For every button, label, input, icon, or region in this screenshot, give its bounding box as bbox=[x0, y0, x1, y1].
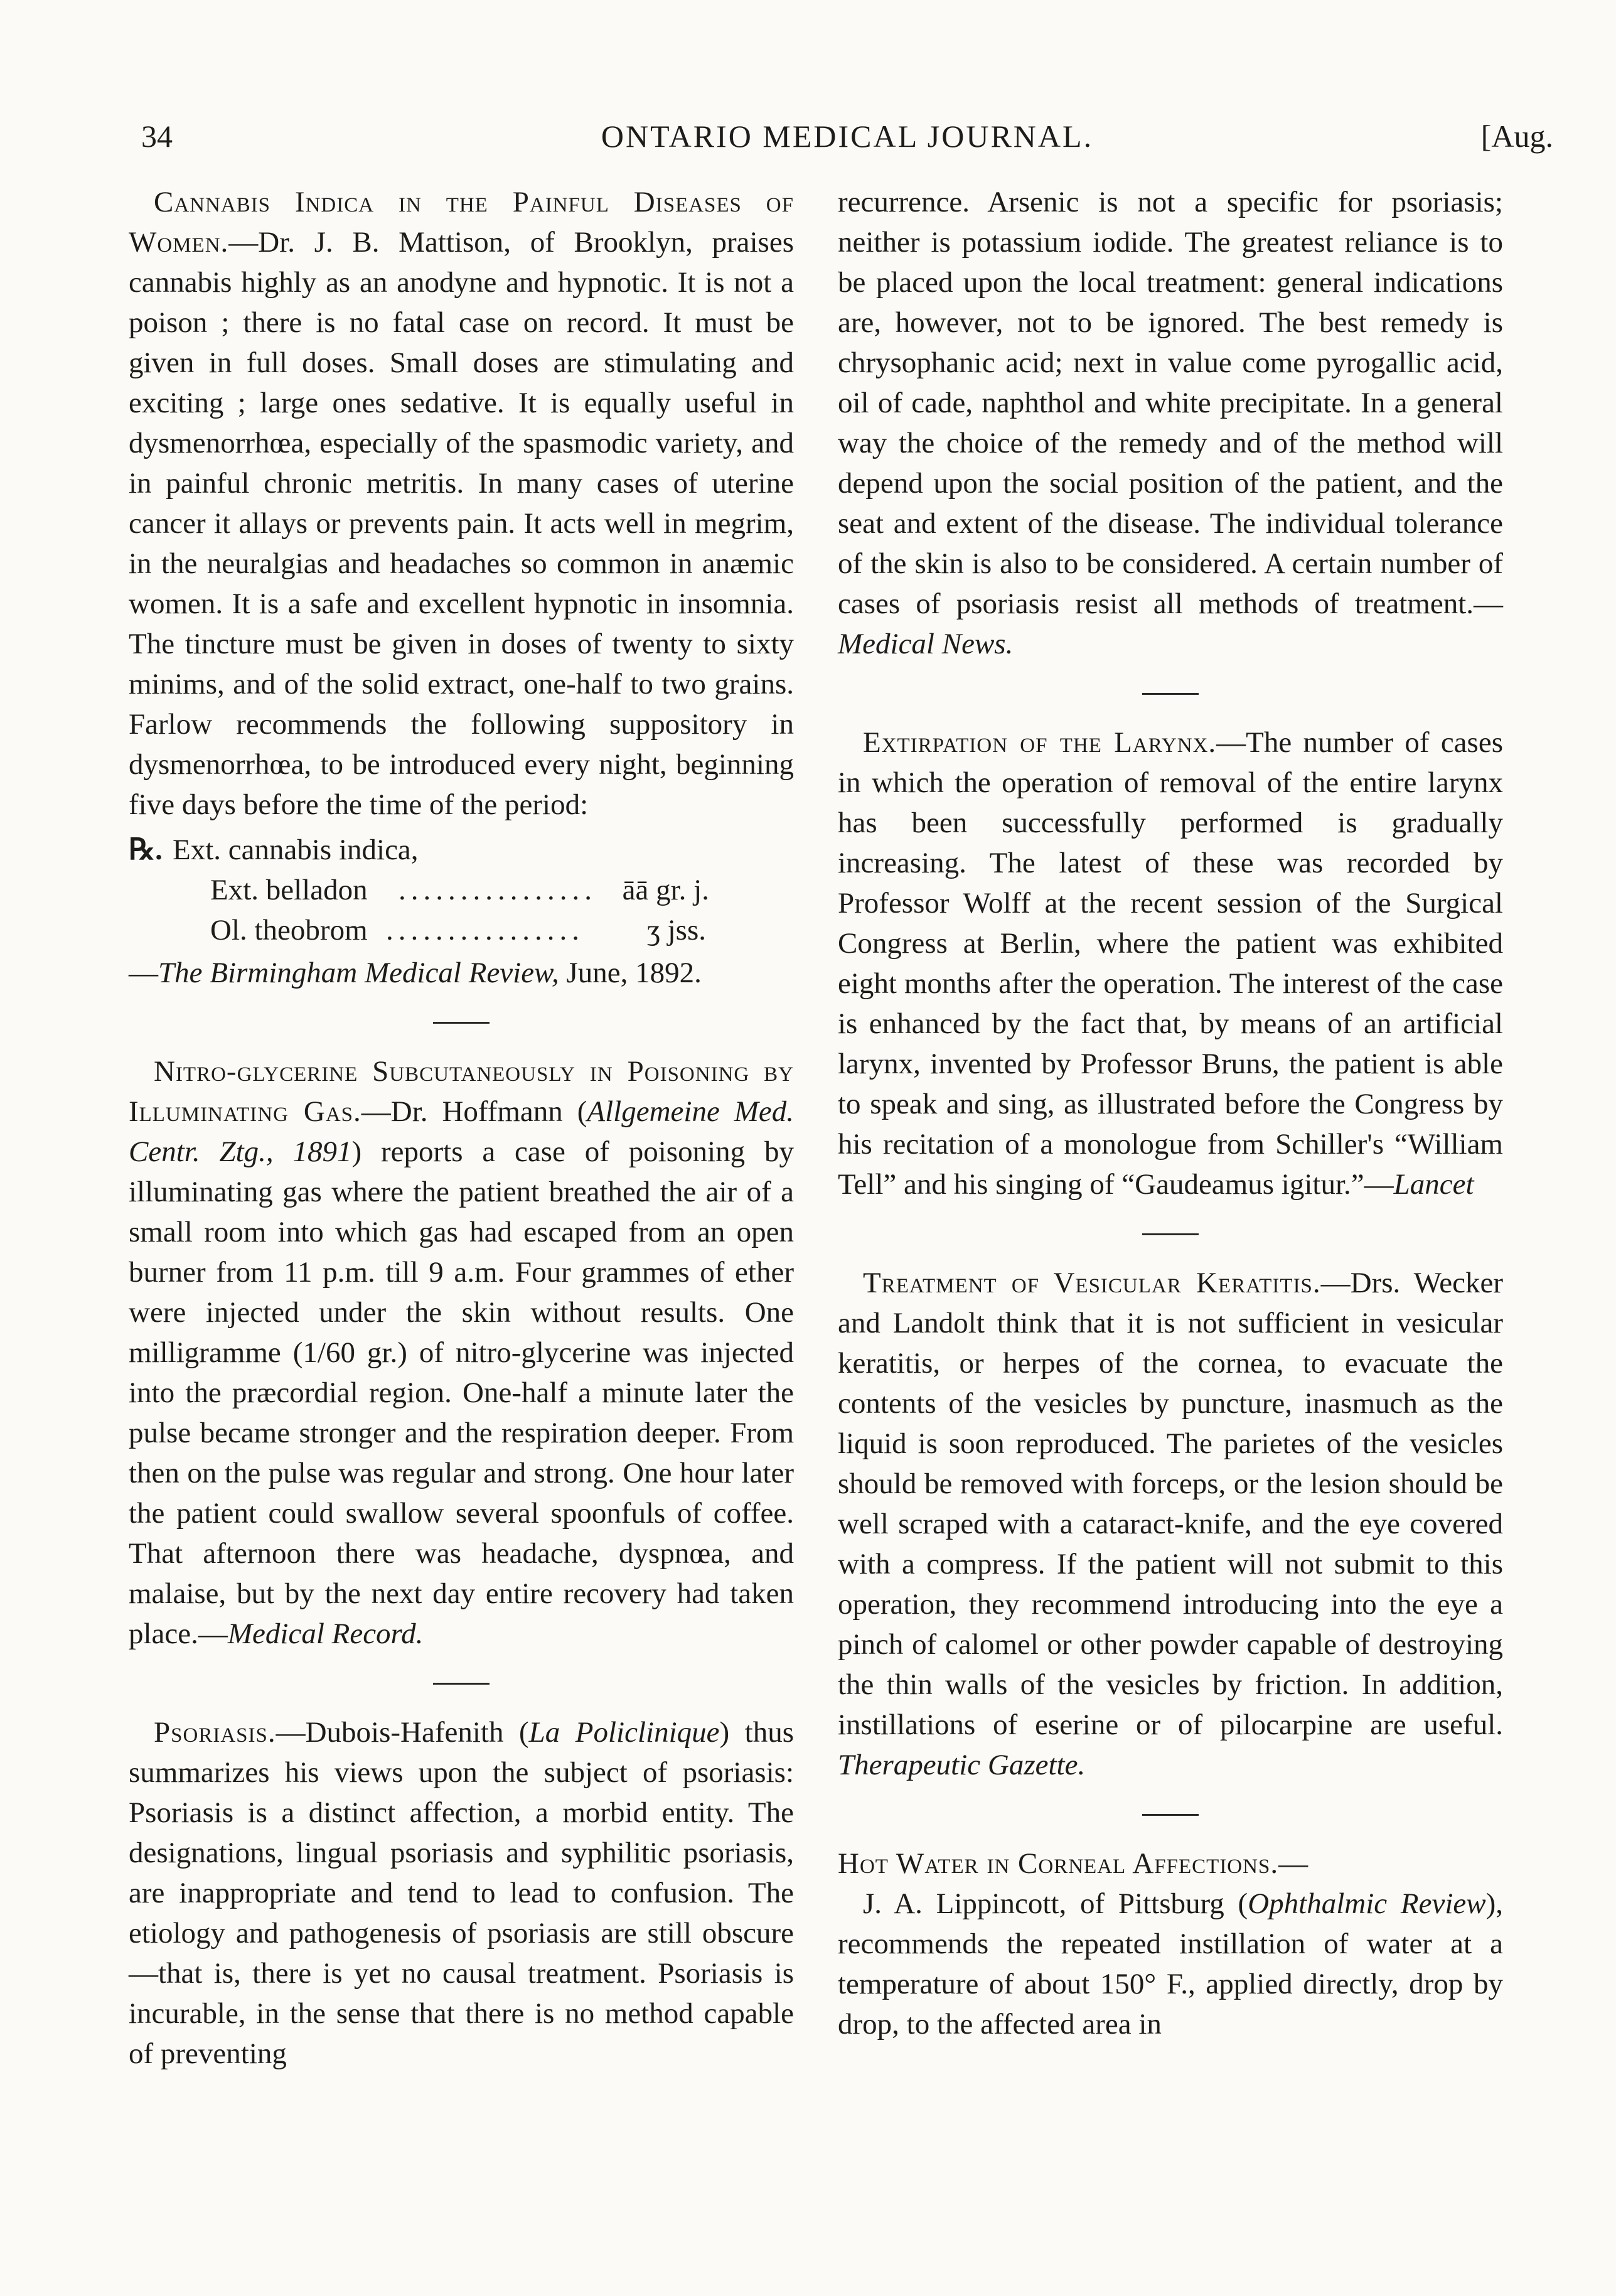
source-title: Medical News. bbox=[838, 628, 1014, 660]
article-citation: Ophthalmic Review bbox=[1248, 1887, 1486, 1920]
article-text bbox=[838, 722, 1503, 1204]
article-text bbox=[838, 1263, 1503, 1785]
article-body: J. A. Lippincott, of Pittsburg ( bbox=[863, 1887, 1248, 1920]
prescription-line: Ext. belladon bbox=[210, 874, 368, 906]
article-heading: Hot Water in Corneal Affections.— bbox=[838, 1847, 1309, 1880]
source-title: Therapeutic Gazette. bbox=[838, 1749, 1086, 1781]
source-title: Medical Record. bbox=[227, 1617, 424, 1650]
article-body: ) reports a case of poisoning by illuminating gas where the patient breathed the air of a small room into which gas had escaped from an open burner from 11 p.m. till 9 a.m. Four grammes of ether were injected under the skin without results. One milligramme (1/60 gr.) of nitro-glycerine was injected into the præcordial region. One-half a minute later the pulse became stronger and the respiration deeper. From then on the pulse was regular and strong. One hour later the patient could swallow several spoonfuls of coffee. That afternoon there was headache, dyspnœa, and malaise, but by the next day entire recovery had taken place.— bbox=[129, 1135, 794, 1650]
article-citation: Allgemeine Med. Centr. Ztg., 1891 bbox=[129, 1095, 795, 1168]
article-source bbox=[129, 953, 794, 993]
article-body: —Drs. Wecker and Landolt think that it is not sufficient in vesicular keratitis, or herpes of the cornea, to evacuate the contents of the vesicles by puncture, inasmuch as the liquid is soon reproduced. The parietes of the vesicles should be removed with forceps, or the lesion should be well scraped with a cataract-knife, and the eye covered with a compress. If the patient will not submit to this operation, they recommend introducing into the eye a pinch of calomel or other powder capable of destroying the thin walls of the vesicles by friction. In addition, instillations of eserine or of pilocarpine are useful. bbox=[838, 1267, 1503, 1741]
article-body: —The number of cases in which the operation of removal of the entire larynx has been successfully performed is gradually increasing. The latest of these was recorded by Professor Wolff at the recent session of the Surgical Congress at Berlin, where the patient was exhibited eight months after the operation. The interest of the case is enhanced by the fact that, by means of an artificial larynx, invented by Professor Bruns, the patient is able to speak and sing, as illustrated before the Congress by his recitation of a monologue from Schiller's “William Tell” and his singing of “Gaudeamus igitur.”— bbox=[838, 726, 1503, 1201]
article-cannabis bbox=[129, 182, 794, 993]
article-psoriasis-continued bbox=[838, 182, 1503, 664]
article-body: recurrence. Arsenic is not a specific for psoriasis; neither is potassium iodide. The greatest reliance is to be placed upon the local treatment: general indications are, however, not to be ignored. The best remedy is chrysophanic acid; next in value come pyrogallic acid, oil of cade, naphthol and white precipitate. In a general way the choice of the remedy and of the method will depend upon the social position of the patient, and the seat and extent of the disease. The individual tolerance of the skin is also to be considered. A certain number of cases of psoriasis resist all methods of treatment.— bbox=[838, 186, 1503, 620]
article-text bbox=[129, 1712, 794, 2074]
prescription-line: Ext. cannabis indica, bbox=[173, 834, 419, 866]
article-heading: Nitro-glycerine Subcutaneously in Poisoning by Illuminating Gas. bbox=[129, 1055, 794, 1128]
article-keratitis bbox=[838, 1263, 1503, 1785]
source-title: The Birmingham Medical Review, bbox=[158, 957, 559, 989]
page-number: 34 bbox=[141, 119, 173, 154]
prescription-dose: āā gr. j. bbox=[622, 874, 709, 906]
article-nitroglycerine bbox=[129, 1051, 794, 1654]
page-header bbox=[141, 118, 1553, 162]
article-heading-line bbox=[838, 1843, 1503, 1884]
article-text bbox=[129, 1051, 794, 1654]
leader-dots: ................ bbox=[399, 874, 597, 906]
article-citation: La Policlinique bbox=[528, 1716, 720, 1749]
article-body: —Dr. J. B. Mattison, of Brooklyn, praises cannabis highly as an anodyne and hypnotic. It is not a poison ; there is no fatal case on record. It must be given in full doses. Small doses are stimulating and exciting ; large ones sedative. It is equally useful in dysmenorrhœa, especially of the spasmodic variety, and in painful chronic metritis. In many cases of uterine cancer it allays or prevents pain. It acts well in megrim, in the neuralgias and headaches so common in anæmic women. It is a safe and excellent hypnotic in insomnia. The tincture must be given in doses of twenty to sixty minims, and of the solid extract, one-half to two grains. Farlow recommends the following suppository in dysmenorrhœa, to be introduced every night, beginning five days before the time of the period: bbox=[129, 226, 794, 821]
left-column bbox=[129, 182, 794, 2103]
source-dash: — bbox=[129, 957, 158, 989]
article-text bbox=[838, 182, 1503, 664]
article-body: ), recommends the repeated instillation of water at a temperature of about 150° F., applied directly, drop by drop, to the affected area in bbox=[838, 1887, 1503, 2041]
article-body: —Dubois-Hafenith ( bbox=[276, 1716, 529, 1749]
article-hot-water bbox=[838, 1843, 1503, 2044]
article-text bbox=[838, 1884, 1503, 2044]
section-divider bbox=[1142, 693, 1199, 695]
section-divider bbox=[1142, 1814, 1199, 1816]
prescription-line: Ol. theobrom bbox=[210, 914, 368, 947]
article-psoriasis bbox=[129, 1712, 794, 2074]
prescription bbox=[129, 830, 794, 950]
section-divider bbox=[1142, 1233, 1199, 1235]
leader-dots: ................ bbox=[386, 914, 584, 947]
article-heading: Psoriasis. bbox=[154, 1716, 276, 1749]
article-body: ) thus summarizes his views upon the subject of psoriasis: Psoriasis is a distinct affection, a morbid entity. The designations, lingual psoriasis and syphilitic psoriasis, are inappropriate and tend to lead to confusion. The etiology and pathogenesis of psoriasis are still obscure—that is, there is yet no causal treatment. Psoriasis is incurable, in the sense that there is no method capable of preventing bbox=[129, 1716, 794, 2070]
article-heading: Cannabis Indica in the Painful Diseases of Women. bbox=[129, 186, 794, 259]
prescription-dose: ʒ jss. bbox=[647, 914, 706, 947]
article-heading: Extirpation of the Larynx. bbox=[863, 726, 1217, 759]
article-text bbox=[129, 182, 794, 825]
source-title: Lancet bbox=[1393, 1168, 1474, 1201]
article-larynx bbox=[838, 722, 1503, 1204]
section-divider bbox=[433, 1022, 490, 1024]
right-column bbox=[838, 182, 1503, 2073]
section-divider bbox=[433, 1683, 490, 1685]
issue-month: [Aug. bbox=[1480, 119, 1553, 154]
prescription-symbol: ℞. bbox=[129, 834, 163, 866]
article-body: —Dr. Hoffmann ( bbox=[361, 1095, 587, 1128]
journal-title: ONTARIO MEDICAL JOURNAL. bbox=[601, 119, 1094, 154]
source-date: June, 1892. bbox=[559, 957, 702, 989]
article-heading: Treatment of Vesicular Keratitis. bbox=[863, 1267, 1321, 1299]
